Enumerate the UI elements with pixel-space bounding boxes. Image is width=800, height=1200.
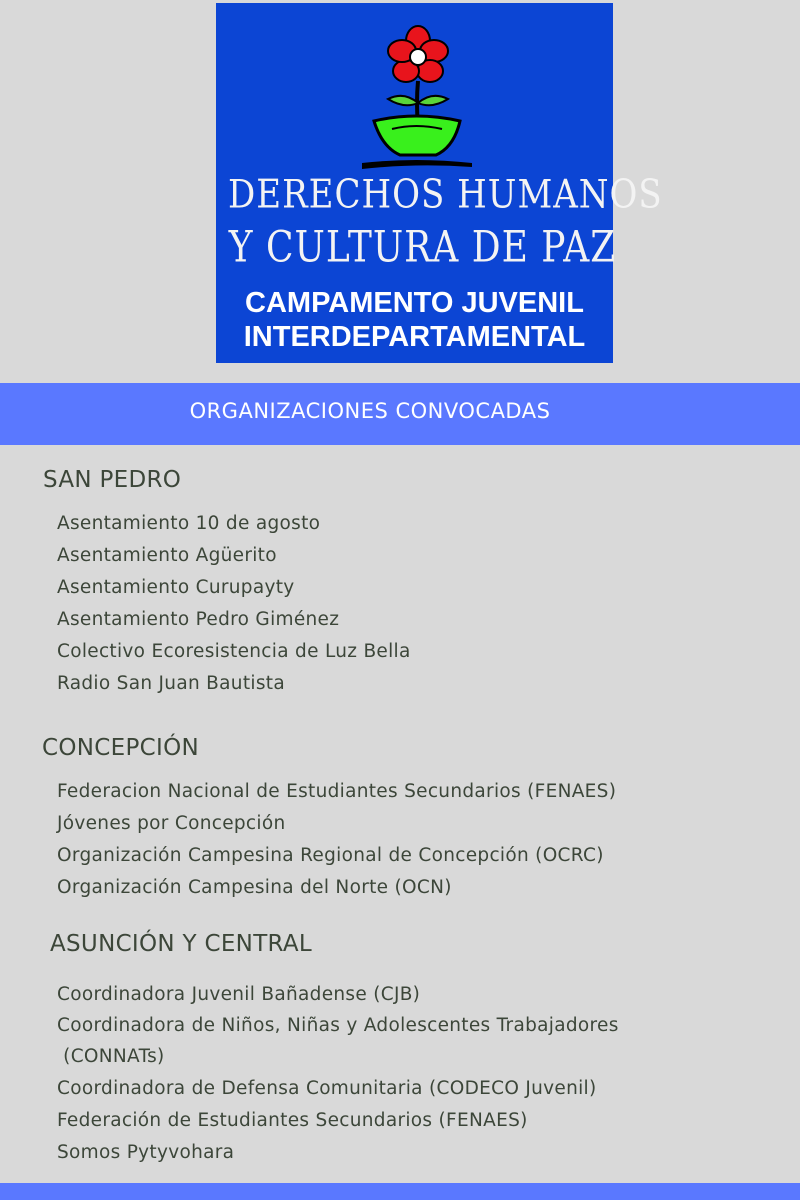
list-item: Asentamiento Pedro Giménez	[57, 609, 340, 630]
section-title-concepcion: CONCEPCIÓN	[42, 735, 199, 761]
list-item: Coordinadora de Defensa Comunitaria (CODECO Juvenil)	[57, 1078, 597, 1099]
logo-line-campamento: CAMPAMENTO JUVENIL	[245, 287, 584, 319]
list-item: Colectivo Ecoresistencia de Luz Bella	[57, 641, 411, 662]
flower-in-pot-icon	[216, 3, 613, 178]
list-item: Jóvenes por Concepción	[57, 813, 286, 834]
list-item: Asentamiento Agüerito	[57, 545, 277, 566]
logo-line-interdepartamental: INTERDEPARTAMENTAL	[243, 321, 586, 353]
list-item: Federación de Estudiantes Secundarios (FENAES)	[57, 1110, 528, 1131]
section-title-asuncion-central: ASUNCIÓN Y CENTRAL	[50, 931, 313, 957]
list-item: Organización Campesina Regional de Concepción (OCRC)	[57, 845, 604, 866]
logo-line-derechos-humanos: DERECHOS HUMANOS	[228, 172, 663, 218]
logo	[216, 3, 663, 363]
footer-bar	[0, 1183, 800, 1200]
list-item: Radio San Juan Bautista	[57, 673, 285, 694]
list-item: Coordinadora Juvenil Bañadense (CJB)	[57, 984, 421, 1005]
section-banner	[0, 383, 800, 445]
list-item: Federacion Nacional de Estudiantes Secundarios (FENAES)	[57, 781, 617, 802]
list-item: Asentamiento 10 de agosto	[57, 513, 321, 534]
banner-title: ORGANIZACIONES CONVOCADAS	[189, 399, 551, 423]
list-item: Somos Pytyvohara	[57, 1142, 235, 1163]
list-item: Organización Campesina del Norte (OCN)	[57, 877, 452, 898]
list-item-continuation: (CONNATs)	[57, 1046, 165, 1067]
list-item: Asentamiento Curupayty	[57, 577, 295, 598]
logo-line-cultura-de-paz: Y CULTURA DE PAZ	[228, 222, 617, 273]
section-title-san-pedro: SAN PEDRO	[43, 467, 182, 493]
list-item: Coordinadora de Niños, Niñas y Adolescentes Trabajadores	[57, 1015, 619, 1036]
